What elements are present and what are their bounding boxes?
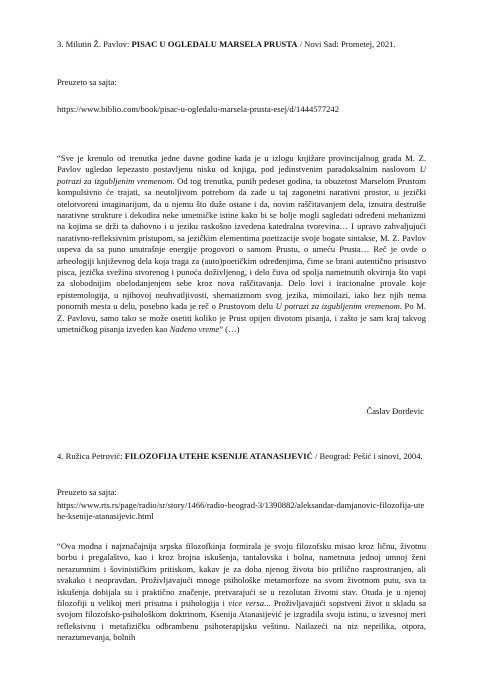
entry-3-publisher: / Novi Sad: Prometej, 2021. bbox=[297, 39, 396, 49]
entry-3-signature: Časlav Đorđevic bbox=[366, 406, 424, 416]
entry4-quote-segment: “Ova mođna i najznačajnija srpska filozofkinja formirala je svoju filozofsku misao kroz ličnu, životnu borbu i pregalaštvo, kao i kroz brojna iskušenja, tantalovska i bolna, nametnuta jednoj umnoj ženi nerazumnim i šovinističkim pritiskom, kakav je za doba njenog života bio prilično rasprostranjen, ali svakako i neopravdan. Proživljavajući mnoge psihološke metamorfoze na svom životnom putu, sva ta iskušenja dobijala su i praktično značenje, pretvarajući se u rezolutan životni stav. Otuda je u njenoj filozofiji u velikoj meri prisutna i psihologija i bbox=[57, 541, 426, 609]
entry-4-source-url[interactable]: https://www.rts.rs/page/radio/sr/story/1466/radio-beograd-3/1390882/aleksandar-damjanovic-filozofija-utehe-ksenije-atanasijevic.html bbox=[57, 500, 425, 522]
entry3-quote-segment: . Od tog trenutka, punih pedeset godina, ta obuzetost Marselom Prustom kompulsivno će trajati, sa neutoljivom potrebom da zađe u taj zagonetni narativni prostor, u jezički otelotvoreni imaginarijum, da u njemu što duže ostane i da, novim raščitavanjem dela, iznutra destruiše narativne strukture i dekodira neke umetničke istine kako bi se bolje mogli sagledati određeni mehanizmi na kojima se drži ta duhovno i u jeziku raskošno izvedena katedralna tvorevina… I upravo zahvaljujući narativno-refleksivnim pristupom, sa jezičkim elementima poetizacije svoje bogate sintakse, M. Z. Pavlov uspeva da sa puno unutrašnje energije progovori o samom Prustu, o umeću Prusta… Reč je ovde o arheologiji književnog dela koja traga za (auto)poetičkim određenjima, čime se brani autentično prisustvo pisca, jezička svežina stvorenog i punoća doživljenog, i delo čuva od spolja nametnutih okvirnja što vapi za slobodnijim obelodanjenjem sebe kroz nova raščitavanja. Delo lovi i iracionalne provale koje epistemologija, u njihovoj neuhvatljivosti, shematizmom svog jezika, mimoilazi, iako bez njih nema ponornih mesta u delu, posebno kada je reč o Prustovom delu bbox=[57, 175, 426, 312]
entry3-quote-segment: Nađeno vreme bbox=[169, 324, 220, 335]
entry-4-publisher: / Beograd: Pešić i sinovi, 2004. bbox=[312, 451, 423, 461]
entry-3-prefix: 3. Milutin Ž. Pavlov: bbox=[57, 39, 132, 49]
entry-4-title: FILOZOFIJA UTEHE KSENIJE ATANASIJEVIĆ bbox=[124, 451, 313, 461]
entry-4-quote bbox=[57, 541, 426, 644]
entry3-quote-segment: . Po M. Z. Pavlovu, samo tako se može osetiti koliko je Prust opijen divotom pisanja, i zašto je sam kraj takvog umetničkog pisanja izveden kao bbox=[57, 301, 427, 335]
entry-3-citation bbox=[57, 39, 426, 50]
entry3-quote-segment: ” (…) bbox=[219, 324, 240, 335]
entry3-quote-segment: U potrazi za izgubljenim vremenom bbox=[57, 164, 426, 186]
entry3-quote-segment: “Sve je krenulo od trenutka jedne davne godine kada je u izlogu knjižare provincijalnog grada M. Z. Pavlov ugledao lepezasto postavljenu nisku od knjiga, pod jedinstvenim paradoksalnim naslovom bbox=[57, 153, 426, 175]
entry-3-source-url[interactable]: https://www.biblio.com/book/pisac-u-ogledalu-marsela-prusta-esej/d/1444577242 bbox=[57, 104, 340, 114]
entry-3-source-label: Preuzeto sa sajta: bbox=[57, 77, 117, 87]
entry4-quote-segment: vice versa bbox=[228, 598, 265, 609]
entry-4-source-label: Preuzeto sa sajta: bbox=[57, 487, 117, 497]
entry3-quote-segment: U potrazi za izgubljenim vremenom bbox=[275, 301, 400, 312]
entry-3-title: PISAC U OGLEDALU MARSELA PRUSTA bbox=[131, 39, 298, 49]
entry4-quote-segment: ... Proživljavajući sopstveni život u skladu sa svojom filozofsko-psihološkom doktrinom, Ksenija Atanasijević je izgradila svoju istinu, u izvesnoj meri refleksivnu i metafizičku odbrambenu psihoterapijsku veštinu. Nailazeći na niz neprilika, otpora, nerazumevanja, bolnih bbox=[57, 598, 427, 643]
entry-3-quote bbox=[57, 153, 426, 336]
entry-4-prefix: 4. Ružica Petrović: bbox=[57, 451, 125, 461]
entry-4-citation bbox=[57, 451, 426, 462]
